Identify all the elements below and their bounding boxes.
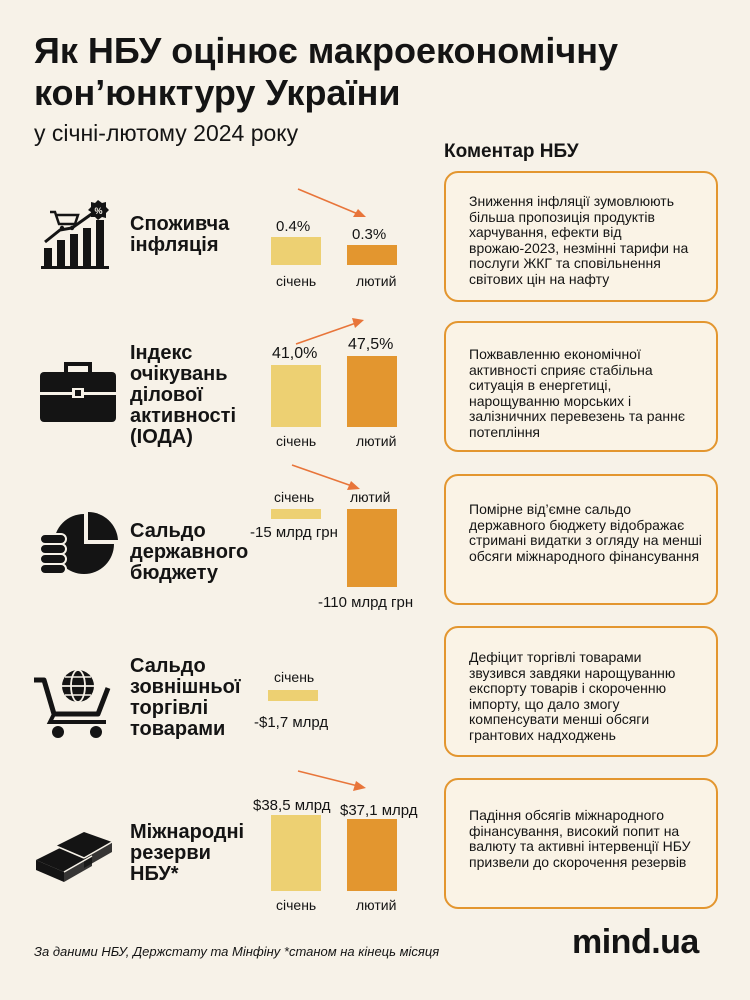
february-value: 0.3% [352, 226, 387, 243]
comment-text: Пожвавленню економічної активності сприяє стабільна ситуація в енергетиці, нарощуванню морських і залізничних перевезень та раннє потепління [469, 346, 685, 440]
february-bar [347, 356, 397, 427]
january-value: -$1,7 млрд [254, 714, 329, 731]
label-line: активності [130, 405, 237, 427]
gold-bars-icon [34, 826, 116, 884]
coins-pie-chart-icon [38, 512, 118, 584]
january-bar [268, 690, 318, 701]
comment-box [444, 778, 718, 909]
label-line: інфляція [130, 234, 219, 256]
label-line: НБУ* [130, 863, 179, 885]
comment-box [444, 626, 718, 757]
title-line-1: Як НБУ оцінює макроекономічну [34, 30, 619, 71]
trend-arrow [296, 186, 376, 226]
indicator-label [130, 214, 229, 256]
february-label: лютий [356, 273, 397, 289]
february-bar [347, 509, 397, 587]
title-line-2: кон’юнктуру України [34, 72, 401, 113]
january-value: $38,5 млрд [253, 797, 331, 814]
comment-heading: Коментар НБУ [444, 141, 579, 162]
comment-box [444, 171, 718, 302]
label-line: (ІОДА) [130, 426, 193, 448]
page-title [34, 30, 734, 114]
february-label: лютий [356, 897, 397, 913]
label-line: очікувань [130, 363, 228, 385]
indicator-label [130, 521, 248, 584]
february-label: лютий [350, 489, 391, 505]
label-line: Сальдо [130, 520, 206, 542]
january-label: січень [274, 669, 315, 685]
comment-text: Зниження інфляції зумовлюють більша пропозиція продуктів харчування, ефекти від врожаю-2023, незмінні тарифи на послуги ЖКГ та сповільнення світових цін на нафту [469, 193, 689, 287]
january-label: січень [276, 897, 317, 913]
january-bar [271, 365, 321, 427]
january-bar [271, 815, 321, 891]
comment-text: Дефіцит торгівлі товарами звузився завдяки нарощуванню експорту товарів і скороченню імпорту, що дало змогу компенсувати менші обсяги грантових надходжень [469, 649, 676, 743]
january-bar [271, 509, 321, 519]
february-bar [347, 819, 397, 891]
label-line: резерви [130, 842, 211, 864]
label-line: бюджету [130, 562, 219, 584]
january-bar [271, 237, 321, 265]
comment-box [444, 474, 718, 605]
february-label: лютий [356, 433, 397, 449]
rising-bar-chart-cart-icon [40, 200, 114, 270]
january-label: січень [276, 273, 317, 289]
label-line: Сальдо [130, 655, 206, 677]
label-line: Міжнародні [130, 821, 245, 843]
shopping-cart-globe-icon [32, 664, 116, 740]
svg-text:%: % [94, 206, 103, 216]
comment-text: Падіння обсягів міжнародного фінансування, високий попит на валюту та активні інтервенції НБУ призвели до скорочення резервів [469, 807, 691, 870]
january-label: січень [276, 433, 317, 449]
indicator-label [130, 656, 240, 740]
january-value: 0.4% [276, 218, 311, 235]
label-line: Індекс [130, 342, 193, 364]
february-bar [347, 245, 397, 265]
label-line: товарами [130, 718, 226, 740]
source-note: За даними НБУ, Держстату та Мінфіну *станом на кінець місяця [34, 944, 440, 959]
indicator-label [130, 822, 244, 885]
january-label: січень [274, 489, 315, 505]
briefcase-icon [38, 358, 118, 424]
label-line: Споживча [130, 213, 230, 235]
february-value: 47,5% [348, 336, 394, 353]
mind-ua-logo[interactable]: mind.ua [572, 923, 699, 961]
comment-text: Помірне від’ємне сальдо державного бюджету відображає стримані видатки з огляду на менші обсяги міжнародного фінансування [469, 501, 702, 564]
label-line: зовнішньої [130, 676, 241, 698]
comment-box [444, 321, 718, 452]
february-value: -110 млрд грн [318, 594, 414, 611]
label-line: торгівлі [130, 697, 209, 719]
indicator-label [130, 343, 236, 448]
label-line: ділової [130, 384, 203, 406]
january-value: 41,0% [272, 345, 318, 362]
trend-arrow [294, 316, 374, 356]
label-line: державного [130, 541, 249, 563]
february-value: $37,1 млрд [340, 802, 418, 819]
page-subtitle: у січні-лютому 2024 року [34, 120, 299, 146]
january-value: -15 млрд грн [250, 524, 338, 541]
